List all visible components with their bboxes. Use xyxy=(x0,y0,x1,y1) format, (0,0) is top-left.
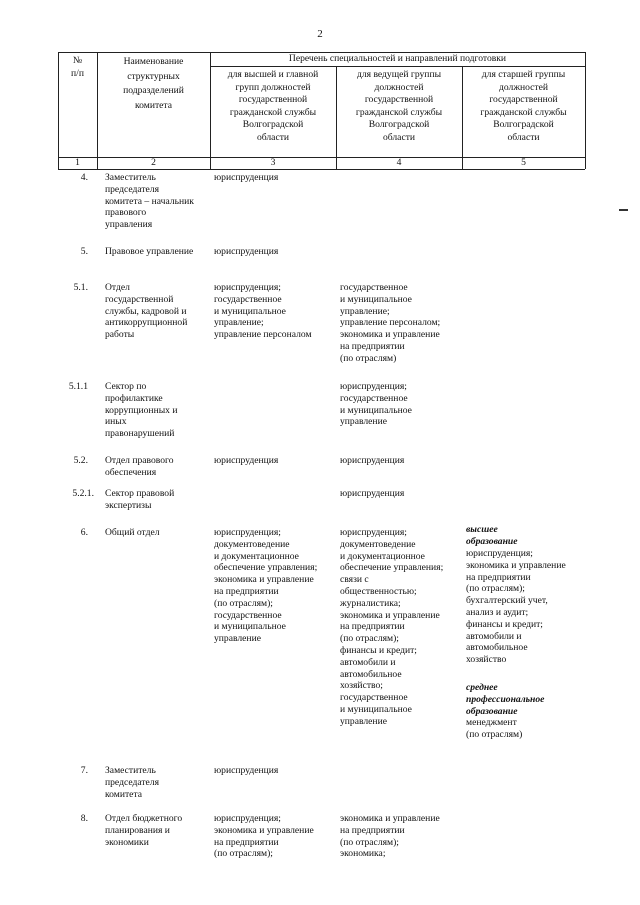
specialties-senior-main: юриспруденция; государственное и муниципальное управление; управление персоналом xyxy=(214,282,312,341)
unit-name: Заместитель председателя комитета xyxy=(105,765,159,800)
table-right-line xyxy=(585,52,586,169)
header-split-line xyxy=(210,66,585,67)
index-5: 5 xyxy=(521,157,526,168)
specialties-senior-main: юриспруденция xyxy=(214,765,279,776)
specialties-senior-main: юриспруденция xyxy=(214,172,279,183)
specialties-senior-main: юриспруденция; экономика и управление на предприятии (по отраслям); xyxy=(214,813,314,860)
row-number: 5.1.1 xyxy=(68,381,88,392)
specialties-senior-higher: юриспруденция; экономика и управление на предприятии (по отраслям); бухгалтерский учет, анализ и аудит; финансы и кредит; автомобили и автомобильное хозяйство xyxy=(466,548,566,666)
unit-name: Отдел правового обеспечения xyxy=(105,455,174,478)
unit-name: Общий отдел xyxy=(105,527,160,538)
specialties-senior-main: юриспруденция; документоведение и документационное обеспечение управления; экономика и управление на предприятии (по отраслям); государственное и муниципальное управление xyxy=(214,527,318,645)
unit-name: Правовое управление xyxy=(105,246,194,257)
header-col-number: № п/п xyxy=(71,55,84,79)
specialties-leading: юриспруденция xyxy=(340,488,405,499)
unit-name: Сектор правовой экспертизы xyxy=(105,488,175,511)
index-3: 3 xyxy=(270,157,276,168)
row-number: 7. xyxy=(80,765,88,776)
page-number: 2 xyxy=(317,28,323,40)
index-2: 2 xyxy=(151,157,156,168)
row-number: 5.2.1. xyxy=(72,488,94,499)
row-number: 4. xyxy=(80,172,88,183)
higher-education-heading: высшее образование xyxy=(466,524,518,547)
unit-name: Заместитель председателя комитета – начальник правового управления xyxy=(105,172,194,231)
unit-name: Отдел государственной службы, кадровой и антикоррупционной работы xyxy=(105,282,188,341)
specialties-leading: юриспруденция; документоведение и документационное обеспечение управления; связи с общественностью; журналистика; экономика и управление на предприятии (по отраслям); финансы и кредит; автомобили и автомобильное хозяйство; государственное и муниципальное управление xyxy=(340,527,444,727)
index-1: 1 xyxy=(75,157,80,168)
header-col-5: для старшей группы должностей государственной гражданской службы Волгоградской области xyxy=(480,69,567,143)
specialties-senior-main: юриспруденция xyxy=(214,246,279,257)
header-col-list: Перечень специальностей и направлений подготовки xyxy=(288,53,507,64)
specialties-leading: юриспруденция xyxy=(340,455,405,466)
row-number: 5.2. xyxy=(73,455,88,466)
row-number: 5. xyxy=(80,246,88,257)
secondary-education-heading: среднее профессиональное образование xyxy=(466,682,545,717)
header-col-unit: Наименование структурных подразделений комитета xyxy=(123,56,184,111)
scan-mark xyxy=(619,209,628,211)
row-number: 8. xyxy=(80,813,88,824)
header-col-3: для высшей и главной групп должностей государственной гражданской службы Волгоградской области xyxy=(227,69,319,143)
specialties-leading: экономика и управление на предприятии (по отраслям); экономика; xyxy=(340,813,440,860)
unit-name: Сектор по профилактике коррупционных и иных правонарушений xyxy=(105,381,178,440)
specialties-leading: государственное и муниципальное управление; управление персоналом; экономика и управление на предприятии (по отраслям) xyxy=(340,282,441,364)
row-number: 5.1. xyxy=(73,282,88,293)
header-col-4: для ведущей группы должностей государственной гражданской службы Волгоградской области xyxy=(355,69,443,143)
specialties-leading: юриспруденция; государственное и муниципальное управление xyxy=(340,381,412,428)
specialties-senior-secondary: менеджмент (по отраслям) xyxy=(466,717,523,740)
unit-name: Отдел бюджетного планирования и экономики xyxy=(105,813,183,848)
index-4: 4 xyxy=(396,157,402,168)
row-number: 6. xyxy=(80,527,88,538)
specialties-senior-main: юриспруденция xyxy=(214,455,279,466)
